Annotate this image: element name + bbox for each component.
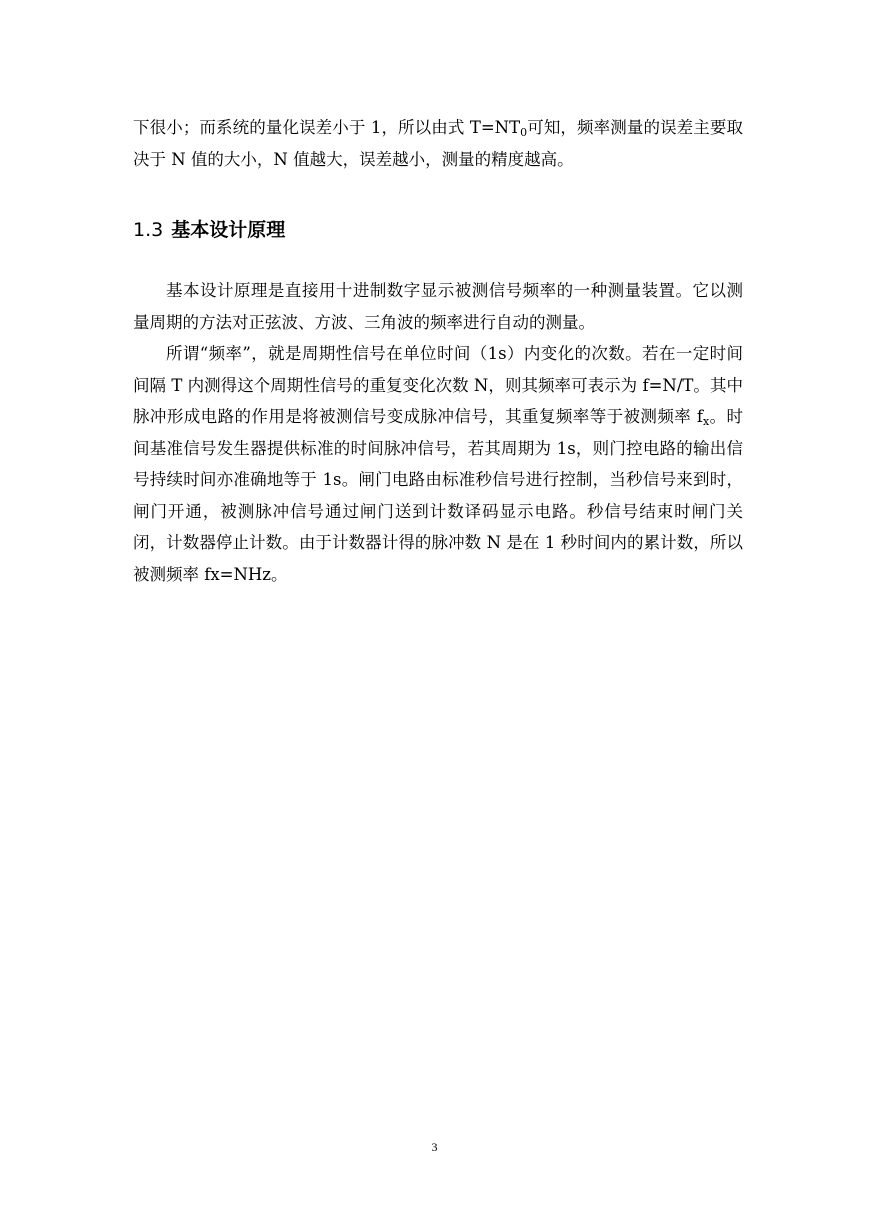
subscript-zero: 0 [520,126,528,139]
subscript-x: x [702,415,710,428]
section-heading [133,215,743,245]
paragraph-frequency-text-a: 所谓“频率”，就是周期性信号在单位时间（1s）内变化的次数。若在一定时间间隔 T 内测得这个周期性信号的重复变化次数 N，则其频率可表示为 f=N/T。其中脉冲形成电路的作用是将被测信号变成脉冲信号，其重复频率等于被测频率 f [133,344,743,426]
paragraph-top [133,112,743,175]
paragraph-frequency [133,338,743,590]
section-title: 基本设计原理 [171,219,286,241]
paragraph-top-text-b: 可知，频率测量的误差主要取决于 N 值的大小，N 值越大，误差越小，测量的精度越高。 [133,118,743,169]
paragraph-frequency-text-b: 。时间基准信号发生器提供标准的时间脉冲信号，若其周期为 1s，则门控电路的输出信号持续时间亦准确地等于 1s。闸门电路由标准秒信号进行控制，当秒信号来到时，闸门开通，被测脉冲信号通过闸门送到计数译码显示电路。秒信号结束时闸门关闭，计数器停止计数。由于计数器计得的脉冲数 N 是在 1 秒时间内的累计数，所以被测频率 fx=NHz。 [133,407,744,584]
page-content [133,112,743,590]
paragraph-principle: 基本设计原理是直接用十进制数字显示被测信号频率的一种测量装置。它以测量周期的方法对正弦波、方波、三角波的频率进行自动的测量。 [133,281,743,332]
page-number: 3 [431,1140,438,1154]
section-number: 1.3 [133,219,164,241]
paragraph-top-text-a: 下很小；而系统的量化误差小于 1，所以由式 T=NT [133,118,521,137]
